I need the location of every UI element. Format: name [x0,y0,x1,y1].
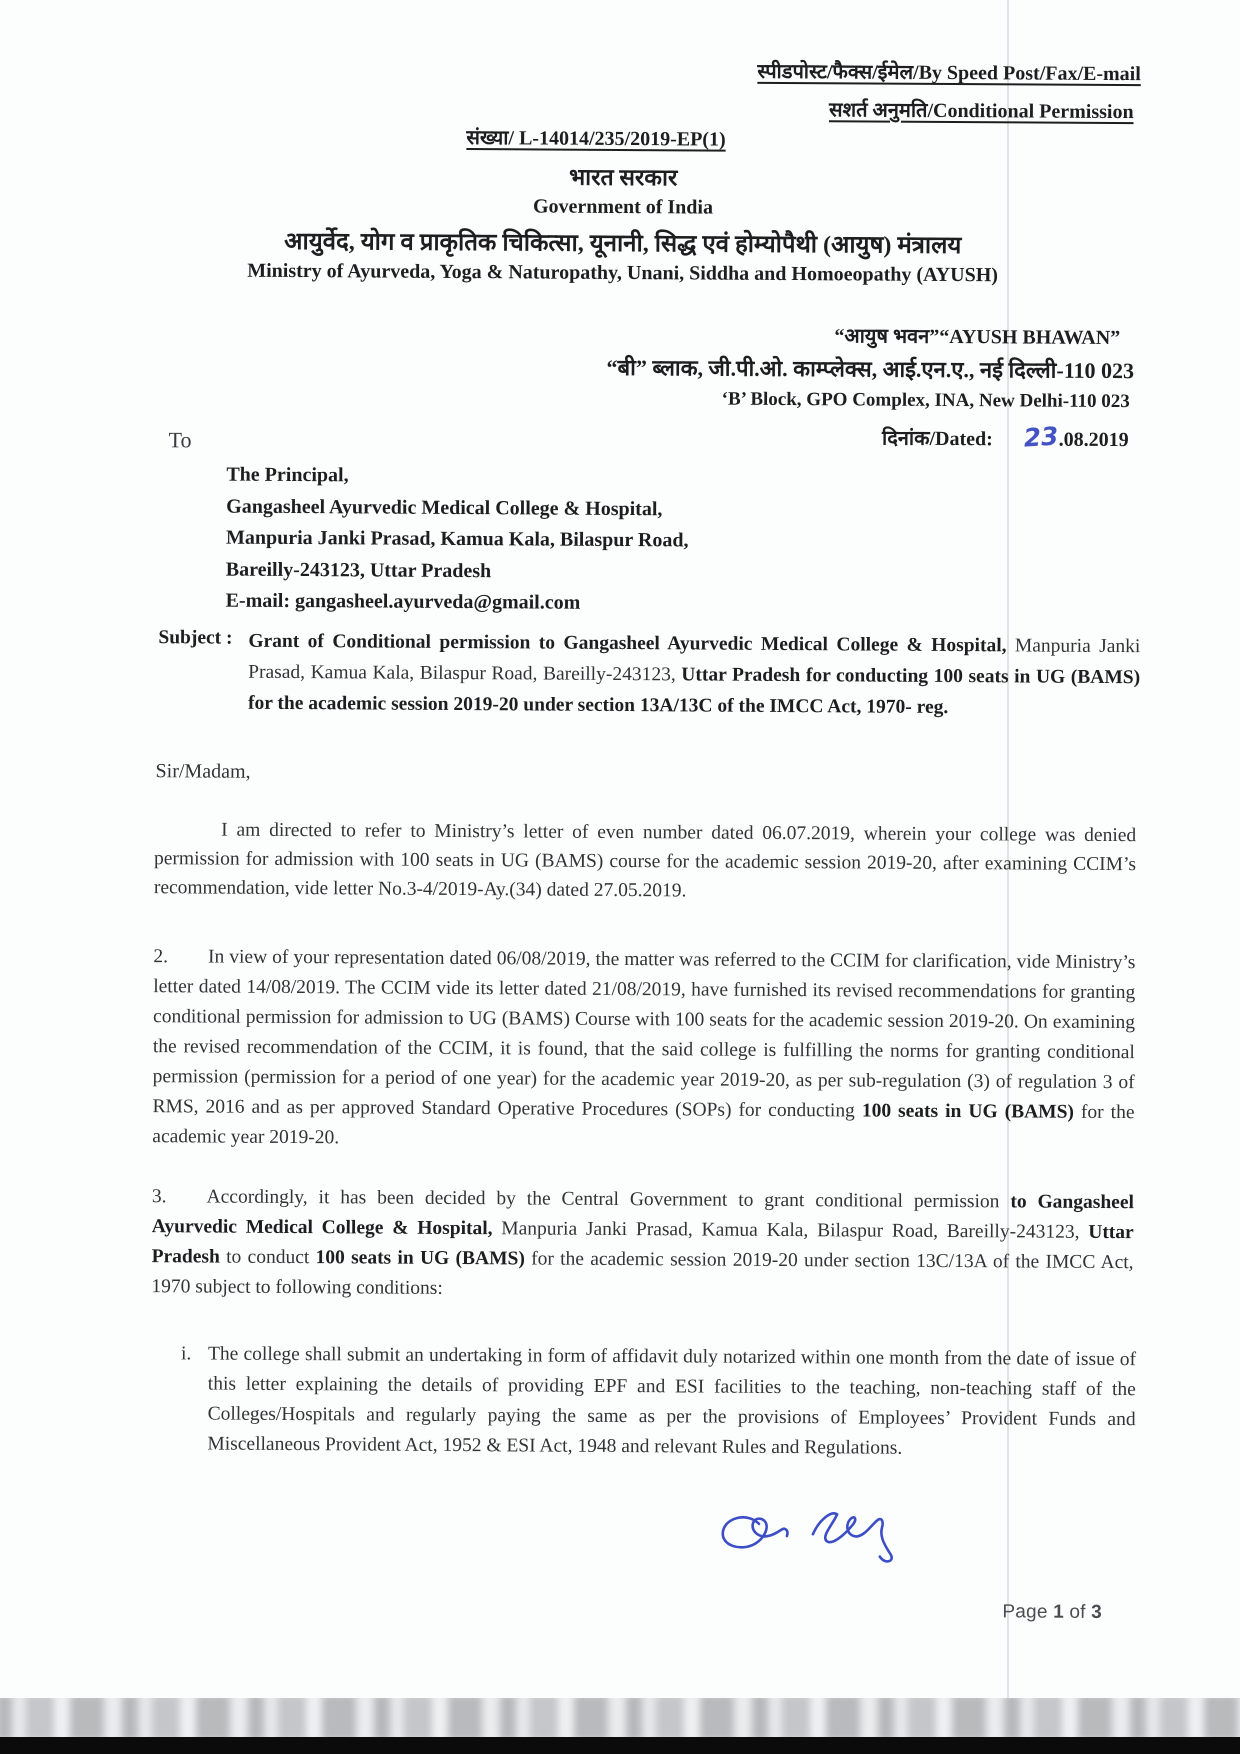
paragraph-text: for the academic session 2019-20 under section 13C/13A of the IMCC Act, 1970 subject to following conditions: [151,1248,1134,1299]
handwritten-date-day: 23 [1022,421,1060,453]
condition-item-i [180,1339,1136,1465]
page-number-total: 3 [1091,1601,1102,1623]
to-label: To [168,427,192,453]
page-number-label: Page [1002,1601,1054,1623]
paragraph-text: Manpuria Janki Prasad, Kamua Kala, Bilaspur Road, Bareilly-243123, [492,1218,1089,1243]
recipient-address [226,460,689,620]
subject-text: Uttar Pradesh for conducting 100 seats in UG (BAMS) for the academic session 2019-20 under section 13A/13C of the IMCC Act, 1970- reg. [247,664,1141,719]
recipient-line: The Principal, [226,463,349,487]
scan-bleedthrough-band [0,1698,1240,1737]
paragraph-text-bold: 100 seats in UG (BAMS) [861,1100,1075,1123]
scan-black-bar [0,1737,1240,1754]
paragraph-text-bold: 100 seats in UG (BAMS) [315,1247,525,1270]
government-of-india-hindi: भारत सरकार [568,164,678,191]
recipient-line: Manpuria Janki Prasad, Kamua Kala, Bilaspur Road, [225,526,689,552]
paragraph-text-bold: Uttar Pradesh [151,1221,1134,1268]
paragraph-number: 3. [151,1186,167,1208]
subject-text: Grant of Conditional permission to Gangasheel Ayurvedic Medical College & Hospital, [248,630,1007,657]
subject-label: Subject : [158,627,233,649]
recipient-line: E-mail: gangasheel.ayurveda@gmail.com [225,589,581,614]
date-line [882,422,1129,453]
subject-block [158,625,1141,724]
conditional-permission-line: सशर्त अनुमति/Conditional Permission [828,99,1134,124]
paragraph-text: for the academic year 2019-20. [152,1101,1135,1149]
condition-text: The college shall submit an undertaking in form of affidavit duly notarized within one month from the date of issue of this letter explaining the details of providing EPF and ESI facilities to the teaching, non-teaching staff of the Colleges/Hospitals and regularly paying the same as per the provisions of Employees’ Provident Funds and Miscellaneous Provident Act, 1952 & ESI Act, 1948 and relevant Rules and Regulations. [207,1343,1137,1459]
paragraph-3 [151,1182,1134,1308]
paragraph-text: In view of your representation dated 06/08/2019, the matter was referred to the CCIM for clarification, vide Ministry’s letter dated 14/08/2019. The CCIM vide its letter dated 21/08/2019, have furnished its revised recommendations for granting conditional permission for admission to UG (BAMS) Course with 100 seats for the academic session 2019-20. On examining the revised recommendation of the CCIM, it is found, that the said college is fulfilling the norms for granting conditional permission (permission for a period of one year) for the academic year 2019-20, as per sub-regulation (3) of regulation 3 of RMS, 2016 and as per approved Standard Operative Procedures (SOPs) for conducting [152,946,1136,1122]
recipient-line: Bareilly-243123, Uttar Pradesh [225,558,492,582]
paragraph-1: I am directed to refer to Ministry’s letter of even number dated 06.07.2019, wherein your college was denied permission for admission with 100 seats in UG (BAMS) course for the academic session 2019-20, after examining CCIM’s recommendation, vide letter No.3-4/2019-Ay.(34) dated 27.05.2019. [153,819,1137,902]
printed-date: .08.2019 [1058,428,1129,452]
paragraph-text-bold: to Gangasheel Ayurvedic Medical College & Hospital, [151,1191,1135,1240]
recipient-line: Gangasheel Ayurvedic Medical College & Hospital, [226,495,663,520]
date-label: दिनांक/Dated: [881,427,993,451]
ministry-name: Ministry of Ayurveda, Yoga & Naturopathy, Unani, Siddha and Homoeopathy (AYUSH) [247,259,999,287]
office-address: ‘B’ Block, GPO Complex, INA, New Delhi-110 023 [721,388,1130,413]
page-number-current: 1 [1053,1601,1064,1623]
paragraph-text: to conduct [219,1246,316,1269]
condition-number: i. [180,1343,192,1365]
signature [713,1494,923,1573]
page-number-of: of [1063,1601,1092,1623]
office-address-hindi: “बी” ब्लाक, जी.पी.ओ. काम्प्लेक्स, आई.एन.ए., नई दिल्ली-110 023 [606,354,1135,384]
file-number: संख्या/ L-14014/235/2019-EP(1) [466,127,726,151]
paragraph-number: 2. [153,946,169,968]
ayush-bhawan-line: “आयुष भवन”“AYUSH BHAWAN” [834,325,1121,350]
paragraph-text: Accordingly, it has been decided by the Central Government to grant conditional permission [206,1186,1011,1213]
dispatch-mode-line: स्पीडपोस्ट/फैक्स/ईमेल/By Speed Post/Fax/E-mail [757,60,1141,86]
paragraph-2 [152,942,1135,1158]
ministry-name-hindi: आयुर्वेद, योग व प्राकृतिक चिकित्सा, यूनानी, सिद्ध एवं होम्योपैथी (आयुष) मंत्रालय [284,228,962,260]
salutation: Sir/Madam, [155,760,251,783]
page-number [1002,1601,1102,1624]
government-of-india: Government of India [532,195,714,219]
subject-text: Manpuria Janki Prasad, Kamua Kala, Bilaspur Road, Bareilly-243123, [248,635,1141,686]
